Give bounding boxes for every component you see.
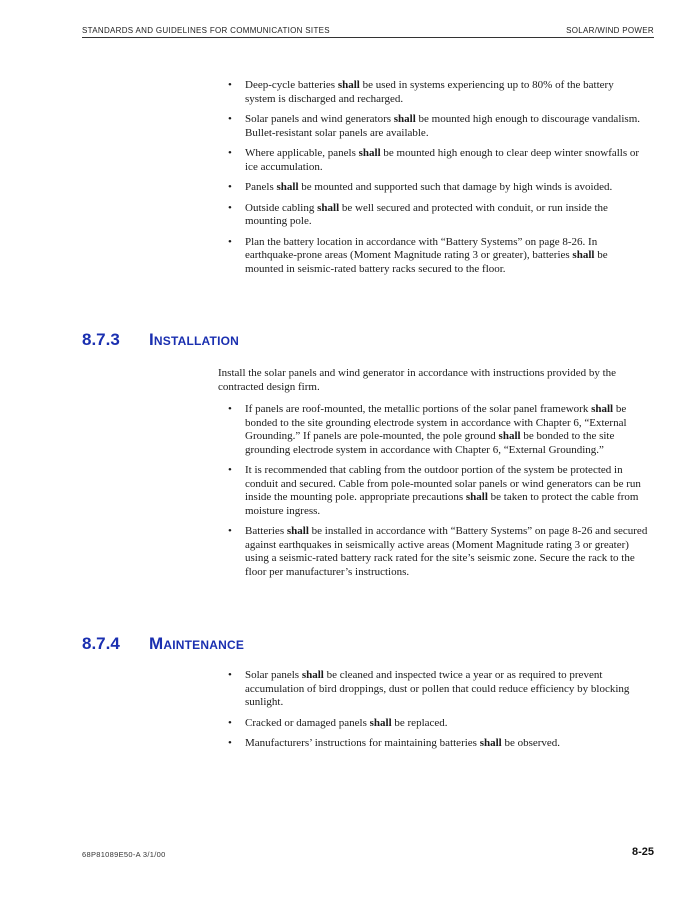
bullet: • xyxy=(228,525,232,537)
installation-list xyxy=(226,403,654,586)
section-number-maintenance: 8.7.4 xyxy=(82,634,120,653)
list-item: • Solar panels shall be cleaned and inspected twice a year or as required to prevent accumulation of bird droppings, dust or pollen that could reduce efficiency by blocking sunlight. xyxy=(228,669,630,708)
section-number-installation: 8.7.3 xyxy=(82,330,120,349)
list-item: • Outside cabling shall be well secured and protected with conduit, or run inside the mounting pole. xyxy=(228,201,608,227)
bullet: • xyxy=(228,201,232,214)
list-item: • Solar panels and wind generators shall be mounted high enough to discourage vandalism. Bullet-resistant solar panels are available. xyxy=(228,113,641,139)
list-item: • Manufacturers’ instructions for maintaining batteries shall be observed. xyxy=(228,737,561,749)
list-item: • Cracked or damaged panels shall be replaced. xyxy=(228,716,448,729)
bullet: • xyxy=(228,235,232,248)
bullet: • xyxy=(228,181,232,193)
page-number: 8-25 xyxy=(631,846,654,858)
requirements-list xyxy=(226,79,646,283)
bullet: • xyxy=(228,79,232,91)
section-title-installation: Installation xyxy=(149,330,239,349)
list-item: • Panels shall be mounted and supported such that damage by high winds is avoided. xyxy=(228,181,613,193)
bullet: • xyxy=(228,147,232,159)
bullet: • xyxy=(228,403,232,415)
bullet: • xyxy=(228,716,232,729)
installation-intro: Install the solar panels and wind generator in accordance with instructions provided by the contracted design firm. xyxy=(218,367,617,393)
running-header-left: STANDARDS AND GUIDELINES FOR COMMUNICATION SITES xyxy=(82,26,330,35)
list-item: • If panels are roof-mounted, the metallic portions of the solar panel framework shall be bonded to the site grounding electrode system in accordance with Chapter 6, “External Grounding.” If panels are pole-mounted, the pole ground shall be bonded to the site grounding electrode system in accordance with Chapter 6, “External Grounding.” xyxy=(228,403,627,456)
list-item: • Where applicable, panels shall be mounted high enough to clear deep winter snowfalls or ice accumulation. xyxy=(228,147,640,173)
running-header-right: SOLAR/WIND POWER xyxy=(566,26,654,35)
footer-document-id: 68P81089E50-A 3/1/00 xyxy=(82,850,166,859)
header-rule xyxy=(82,37,654,38)
list-item: • It is recommended that cabling from the outdoor portion of the system be protected in conduit and secured. Cable from pole-mounted solar panels or wind generators can be run inside the mounting pole. appropriate precautions shall be taken to protect the cable from moisture ingress. xyxy=(228,464,641,517)
list-item: • Batteries shall be installed in accordance with “Battery Systems” on page 8-26 and secured against earthquakes in seismically active areas (Moment Magnitude rating 3 or greater) using a seismic-rated battery rack rated for the site’s seismic zone. Secure the rack to the floor per manufacturer’s instructions. xyxy=(228,525,648,578)
bullet: • xyxy=(228,669,232,681)
bullet: • xyxy=(228,113,232,125)
bullet: • xyxy=(228,464,232,476)
list-item: • Plan the battery location in accordance with “Battery Systems” on page 8-26. In earthquake-prone areas (Moment Magnitude rating 3 or greater), batteries shall be mounted in seismic-rated battery racks secured to the floor. xyxy=(228,235,608,275)
maintenance-list xyxy=(226,669,646,758)
section-title-maintenance: Maintenance xyxy=(149,634,245,653)
list-item: • Deep-cycle batteries shall be used in systems experiencing up to 80% of the battery system is discharged and recharged. xyxy=(228,79,614,105)
bullet: • xyxy=(228,737,232,749)
